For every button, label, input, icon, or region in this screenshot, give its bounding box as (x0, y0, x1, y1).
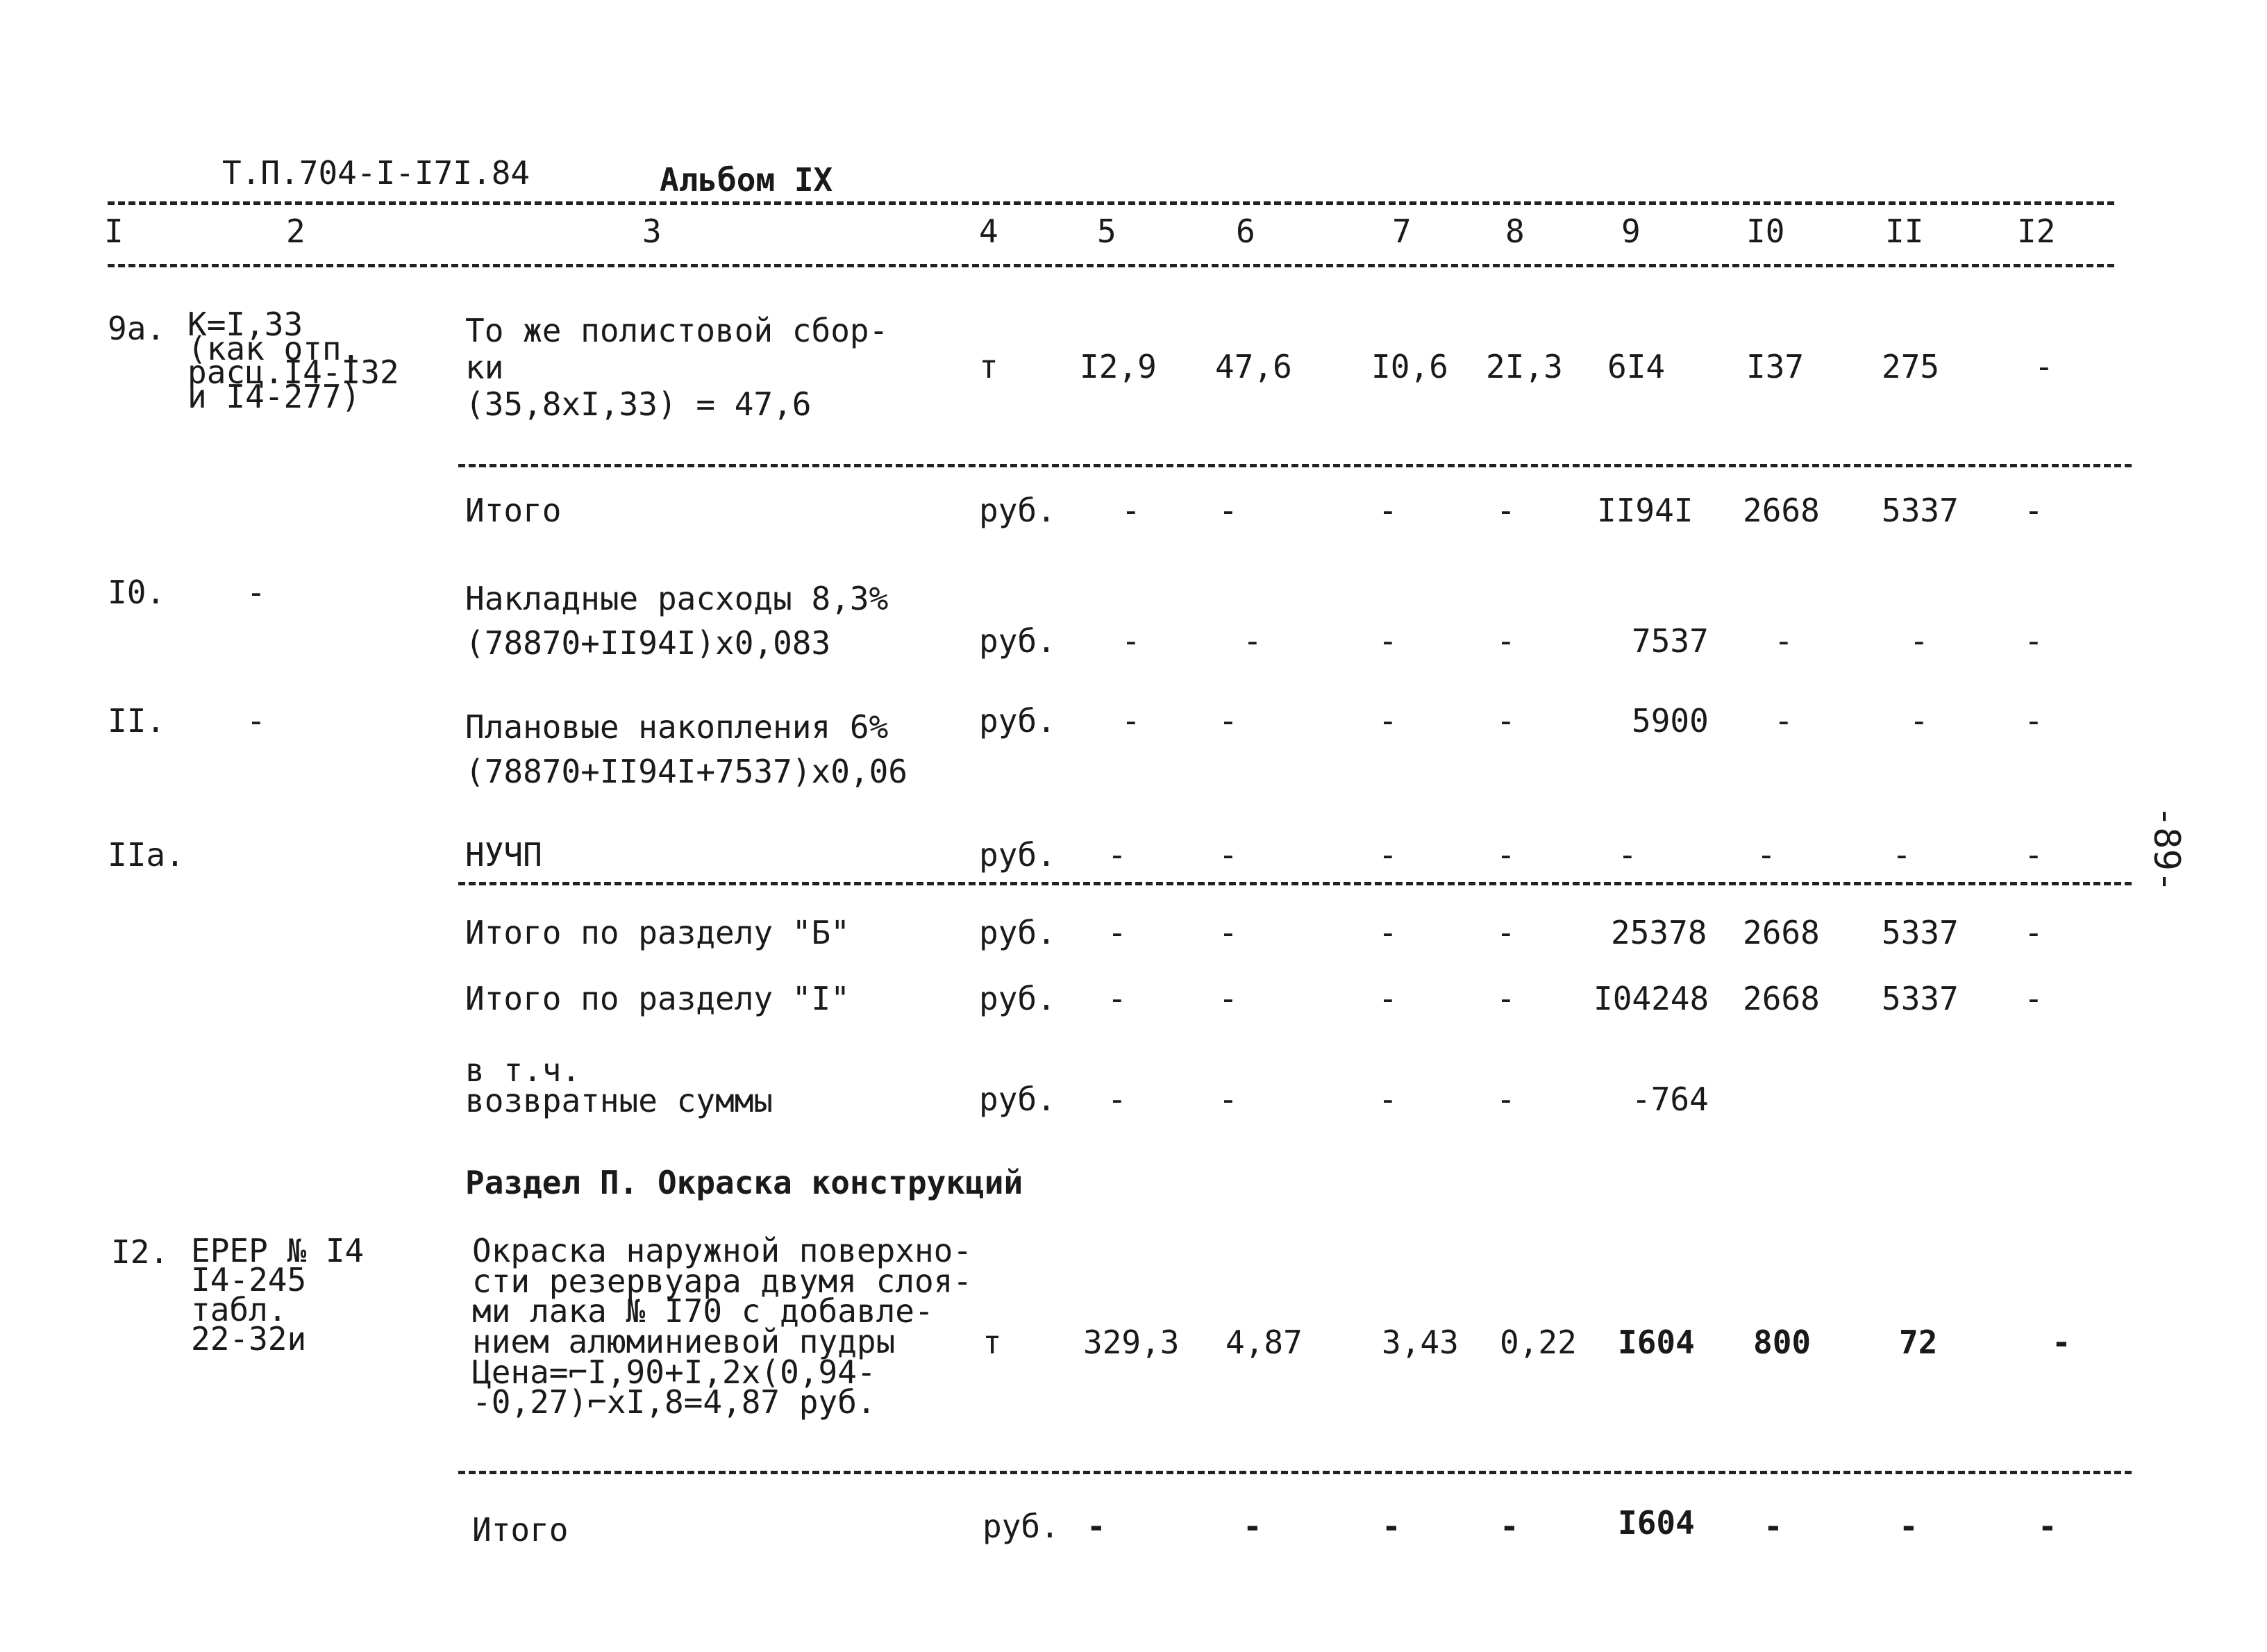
row-9a-c9: 6I4 (1607, 348, 1666, 385)
row-vozvrat-name: в т.ч. возвратные суммы (465, 1051, 773, 1119)
row-10-c7: - (1378, 622, 1398, 660)
row-9a-ref: К=I,33 (как отп. расц.I4-I32 и I4-277) (187, 306, 399, 415)
row-10-no: I0. (108, 574, 166, 611)
row-12-c6: 4,87 (1225, 1324, 1303, 1361)
row-12-unit: т (982, 1324, 1002, 1361)
row-itogo-i-c10: 2668 (1743, 980, 1820, 1017)
row-10-c12: - (2024, 622, 2043, 660)
col-head-10: I0 (1746, 212, 1785, 250)
doc-code: Т.П.704-I-I7I.84 (222, 154, 530, 192)
section-heading: Раздел П. Окраска конструкций (465, 1164, 1023, 1201)
row-itogo-b-c5: - (1107, 914, 1127, 951)
row-itogo-b-c7: - (1378, 914, 1398, 951)
row-10-ref: - (246, 574, 266, 611)
row-11-ref: - (246, 702, 266, 740)
row-itogo-final-c12: - (2038, 1508, 2057, 1545)
row-11-c7: - (1378, 702, 1398, 740)
row-11-c6: - (1219, 702, 1238, 740)
row-itogo-final-c6: - (1243, 1508, 1262, 1545)
row-12-ref: ЕРЕР № I4 I4-245 табл. 22-32и (191, 1232, 365, 1358)
row-11a-c9: - (1618, 836, 1637, 874)
row-itogo1-c10: 2668 (1743, 492, 1820, 529)
row-11-c12: - (2024, 702, 2043, 740)
row-itogo-b-unit: руб. (979, 914, 1056, 951)
page-number: -89- (2145, 806, 2187, 893)
row-9a-c6: 47,6 (1215, 348, 1292, 385)
row-9a-c10: I37 (1746, 348, 1805, 385)
row-itogo-b-c10: 2668 (1743, 914, 1820, 951)
row-itogo-b-c8: - (1496, 914, 1516, 951)
row-vozvrat-c9: -764 (1632, 1081, 1709, 1118)
col-head-11: II (1885, 212, 1924, 250)
row-11-c8: - (1496, 702, 1516, 740)
row-itogo-final-c10: - (1764, 1508, 1783, 1545)
rule-after-9a (458, 464, 2132, 467)
row-itogo-b-c6: - (1219, 914, 1238, 951)
row-10-c11: - (1909, 622, 1929, 660)
row-11-c9: 5900 (1632, 702, 1709, 740)
row-12-c7: 3,43 (1382, 1324, 1459, 1361)
row-10-c10: - (1774, 622, 1793, 660)
row-11a-c10: - (1757, 836, 1776, 874)
row-11a-c12: - (2024, 836, 2043, 874)
row-10-c8: - (1496, 622, 1516, 660)
row-itogo1-c12: - (2024, 492, 2043, 529)
row-itogo-final-c8: - (1500, 1508, 1519, 1545)
header-bottom-rule (108, 264, 2114, 267)
row-9a-c12: - (2034, 348, 2054, 385)
row-itogo-i-unit: руб. (979, 980, 1056, 1017)
row-12-name: Окраска наружной поверхно- сти резервуара двумя слоя- ми лака № I70 с добавле- нием алюминиевой пудры Цена=⌐I,90+I,2х(0,94- -0,27)⌐хI,8=4,87 руб. (472, 1232, 973, 1421)
row-itogo-b-name: Итого по разделу "Б" (465, 914, 850, 951)
row-itogo-i-c7: - (1378, 980, 1398, 1017)
col-head-9: 9 (1621, 212, 1641, 250)
row-itogo-b-c12: - (2024, 914, 2043, 951)
row-11-c11: - (1909, 702, 1929, 740)
row-12-no: I2. (111, 1233, 169, 1271)
row-10-unit: руб. (979, 622, 1056, 660)
row-vozvrat-c8: - (1496, 1081, 1516, 1118)
row-itogo-final-c11: - (1899, 1508, 1918, 1545)
row-itogo-final-c5: - (1087, 1508, 1106, 1545)
row-itogo1-c7: - (1378, 492, 1398, 529)
row-itogo-i-c8: - (1496, 980, 1516, 1017)
col-head-8: 8 (1505, 212, 1525, 250)
row-itogo-i-c5: - (1107, 980, 1127, 1017)
row-itogo-i-name: Итого по разделу "I" (465, 980, 850, 1017)
row-itogo-final-unit: руб. (982, 1508, 1060, 1545)
row-9a-c7: I0,6 (1371, 348, 1448, 385)
row-itogo1-unit: руб. (979, 492, 1056, 529)
header-top-rule (108, 201, 2114, 205)
row-9a-name: То же полистовой сбор- ки (35,8хI,33) = 47,6 (465, 312, 889, 423)
row-itogo-final-c9: I604 (1618, 1504, 1695, 1542)
row-11-unit: руб. (979, 702, 1056, 740)
row-9a-c5: I2,9 (1080, 348, 1157, 385)
row-10-c9: 7537 (1632, 622, 1709, 660)
row-vozvrat-c7: - (1378, 1081, 1398, 1118)
row-9a-c11: 275 (1882, 348, 1940, 385)
row-itogo1-c6: - (1219, 492, 1238, 529)
row-10-c6: - (1243, 622, 1262, 660)
row-12-c8: 0,22 (1500, 1324, 1577, 1361)
row-11a-unit: руб. (979, 836, 1056, 874)
album-label: Альбом IX (660, 161, 833, 199)
row-11-c10: - (1774, 702, 1793, 740)
col-head-6: 6 (1236, 212, 1255, 250)
row-vozvrat-c6: - (1219, 1081, 1238, 1118)
row-itogo-final-name: Итого (472, 1511, 569, 1549)
row-vozvrat-unit: руб. (979, 1081, 1056, 1118)
row-12-c9: I604 (1618, 1324, 1695, 1361)
row-itogo-final-c7: - (1382, 1508, 1401, 1545)
row-9a-c8: 2I,3 (1486, 348, 1563, 385)
col-head-12: I2 (2017, 212, 2056, 250)
row-itogo-b-c9: 25378 (1611, 914, 1707, 951)
row-11a-c5: - (1107, 836, 1127, 874)
col-head-2: 2 (286, 212, 306, 250)
row-9a-unit: т (979, 348, 998, 385)
rule-after-11a (458, 882, 2132, 885)
col-head-5: 5 (1097, 212, 1116, 250)
row-11a-name: НУЧП (465, 836, 542, 874)
row-11-c5: - (1121, 702, 1141, 740)
row-12-c12: - (2052, 1324, 2071, 1361)
row-11a-c6: - (1219, 836, 1238, 874)
rule-after-12 (458, 1471, 2132, 1474)
row-itogo1-c11: 5337 (1882, 492, 1959, 529)
row-vozvrat-c5: - (1107, 1081, 1127, 1118)
col-head-1: I (104, 212, 124, 250)
row-12-c10: 800 (1753, 1324, 1812, 1361)
row-itogo-i-c6: - (1219, 980, 1238, 1017)
row-itogo-i-c12: - (2024, 980, 2043, 1017)
row-9a-no: 9а. (108, 310, 166, 347)
row-itogo-i-c9: I04248 (1593, 980, 1709, 1017)
row-11-no: II. (108, 702, 166, 740)
row-11a-no: IIа. (108, 836, 185, 874)
row-12-c5: 329,3 (1083, 1324, 1180, 1361)
row-itogo-b-c11: 5337 (1882, 914, 1959, 951)
col-head-4: 4 (979, 212, 998, 250)
row-itogo1-c9: II94I (1597, 492, 1693, 529)
row-10-c5: - (1121, 622, 1141, 660)
row-itogo1-name: Итого (465, 492, 562, 529)
row-itogo1-c5: - (1121, 492, 1141, 529)
row-12-c11: 72 (1899, 1324, 1938, 1361)
row-11a-c8: - (1496, 836, 1516, 874)
col-head-3: 3 (642, 212, 662, 250)
row-11a-c7: - (1378, 836, 1398, 874)
row-11a-c11: - (1892, 836, 1912, 874)
row-10-name: Накладные расходы 8,3% (78870+II94I)х0,083 (465, 580, 889, 662)
col-head-7: 7 (1392, 212, 1412, 250)
row-itogo1-c8: - (1496, 492, 1516, 529)
row-11-name: Плановые накопления 6% (78870+II94I+7537)х0,06 (465, 708, 907, 791)
row-itogo-i-c11: 5337 (1882, 980, 1959, 1017)
